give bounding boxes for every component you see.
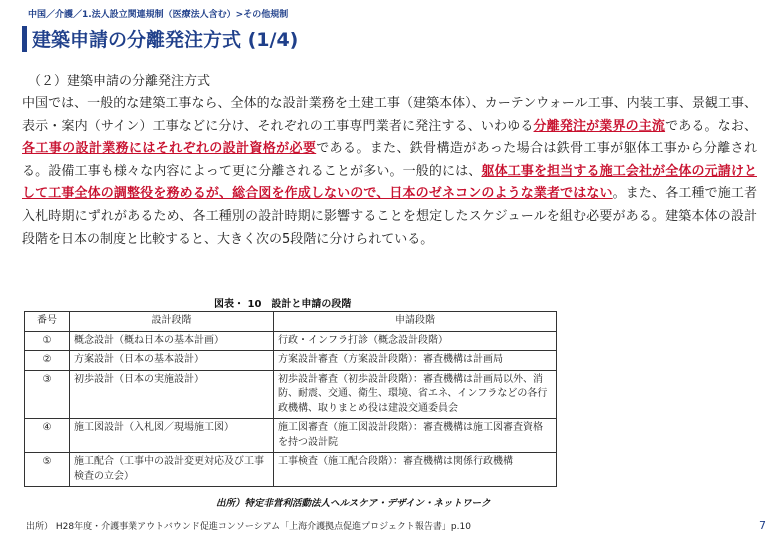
highlight-segment: 分離発注が業界の主流 — [533, 118, 666, 134]
row-design-stage: 方案設計（日本の基本設計） — [70, 351, 274, 371]
table-row — [25, 453, 557, 487]
header-design-stage: 設計段階 — [70, 312, 274, 332]
row-design-stage: 概念設計（概ね日本の基本計画） — [70, 331, 274, 351]
row-number: ③ — [25, 370, 70, 419]
body-paragraph — [22, 93, 757, 251]
row-application-stage: 行政・インフラ打診（概念設計段階） — [274, 331, 557, 351]
highlight-segment: 各工事の設計業務にはそれぞれの設計資格が必要 — [22, 141, 317, 157]
row-application-stage: 方案設計審査（方案設計段階）：審査機構は計画局 — [274, 351, 557, 371]
table-source: 出所）特定非営利活動法人ヘルスケア・デザイン・ネットワーク — [216, 498, 491, 509]
header-number: 番号 — [25, 312, 70, 332]
row-application-stage: 工事検査（施工配合段階）：審査機構は関係行政機構 — [274, 453, 557, 487]
table-row — [25, 419, 557, 453]
title-accent-bar — [22, 26, 27, 52]
stages-table — [24, 311, 557, 487]
row-number: ④ — [25, 419, 70, 453]
row-application-stage: 初歩設計審査（初歩設計段階）：審査機構は計画局以外、消防、耐震、交通、衛生、環境、省エネ、インフラなどの各行政機構、取りまとめ役は建設交通委員会 — [274, 370, 557, 419]
breadcrumb: 中国／介護／1.法人設立関連規制（医療法人含む）>その他規制 — [28, 10, 289, 20]
footer-source: 出所） H28年度・介護事業アウトバウンド促進コンソーシアム「上海介護拠点促進プロジェクト報告書」p.10 — [26, 522, 471, 532]
row-number: ① — [25, 331, 70, 351]
header-application-stage: 申請段階 — [274, 312, 557, 332]
table-header-row — [25, 312, 557, 332]
paragraph-segment: 中国では、一般的な建築工事なら、全体的な設計業務を土建工事（建築本体）、カーテンウォール工事、内装工事、景観工事、表示・案内（サイン）工事などに分け、それぞれの工事専門業者に発注する、いわゆる — [22, 96, 757, 134]
row-design-stage: 初歩設計（日本の実施設計） — [70, 370, 274, 419]
table-title: 図表・ 10 設計と申請の段階 — [214, 299, 352, 310]
row-design-stage: 施工図設計（入札図／現場施工図） — [70, 419, 274, 453]
paragraph-segment: 。また、各工種で施工者入札時期にずれがあるため、各工種別の設計時期に影響することを想定したスケジュールを組む必要がある。建築本体の設計段階を日本の制度と比較すると、大きく次の5段階に分けられている。 — [22, 186, 757, 247]
page-number: 7 — [759, 519, 766, 532]
table-row — [25, 331, 557, 351]
row-number: ⑤ — [25, 453, 70, 487]
paragraph-segment: である。なお、 — [665, 118, 757, 134]
row-application-stage: 施工図審査（施工図設計段階）：審査機構は施工図審査資格を持つ設計院 — [274, 419, 557, 453]
row-design-stage: 施工配合（工事中の設計変更対応及び工事検査の立会） — [70, 453, 274, 487]
table-row — [25, 351, 557, 371]
table-row — [25, 370, 557, 419]
highlight-segment: 躯体工事を担当する施工会社が全体の元請けとして工事全体の調整役を務めるが、総合図を作成しないので、日本のゼネコンのような業者ではない — [22, 163, 757, 202]
page-title: 建築申請の分離発注方式 (1/4) — [32, 29, 299, 51]
row-number: ② — [25, 351, 70, 371]
section-subhead: （２）建築申請の分離発注方式 — [28, 74, 211, 89]
paragraph-segment: である。また、鉄骨構造があった場合は鉄骨工事が躯体工事から分離される。設備工事も様々な内容によって更に分離されることが多い。一般的には、 — [22, 141, 757, 179]
